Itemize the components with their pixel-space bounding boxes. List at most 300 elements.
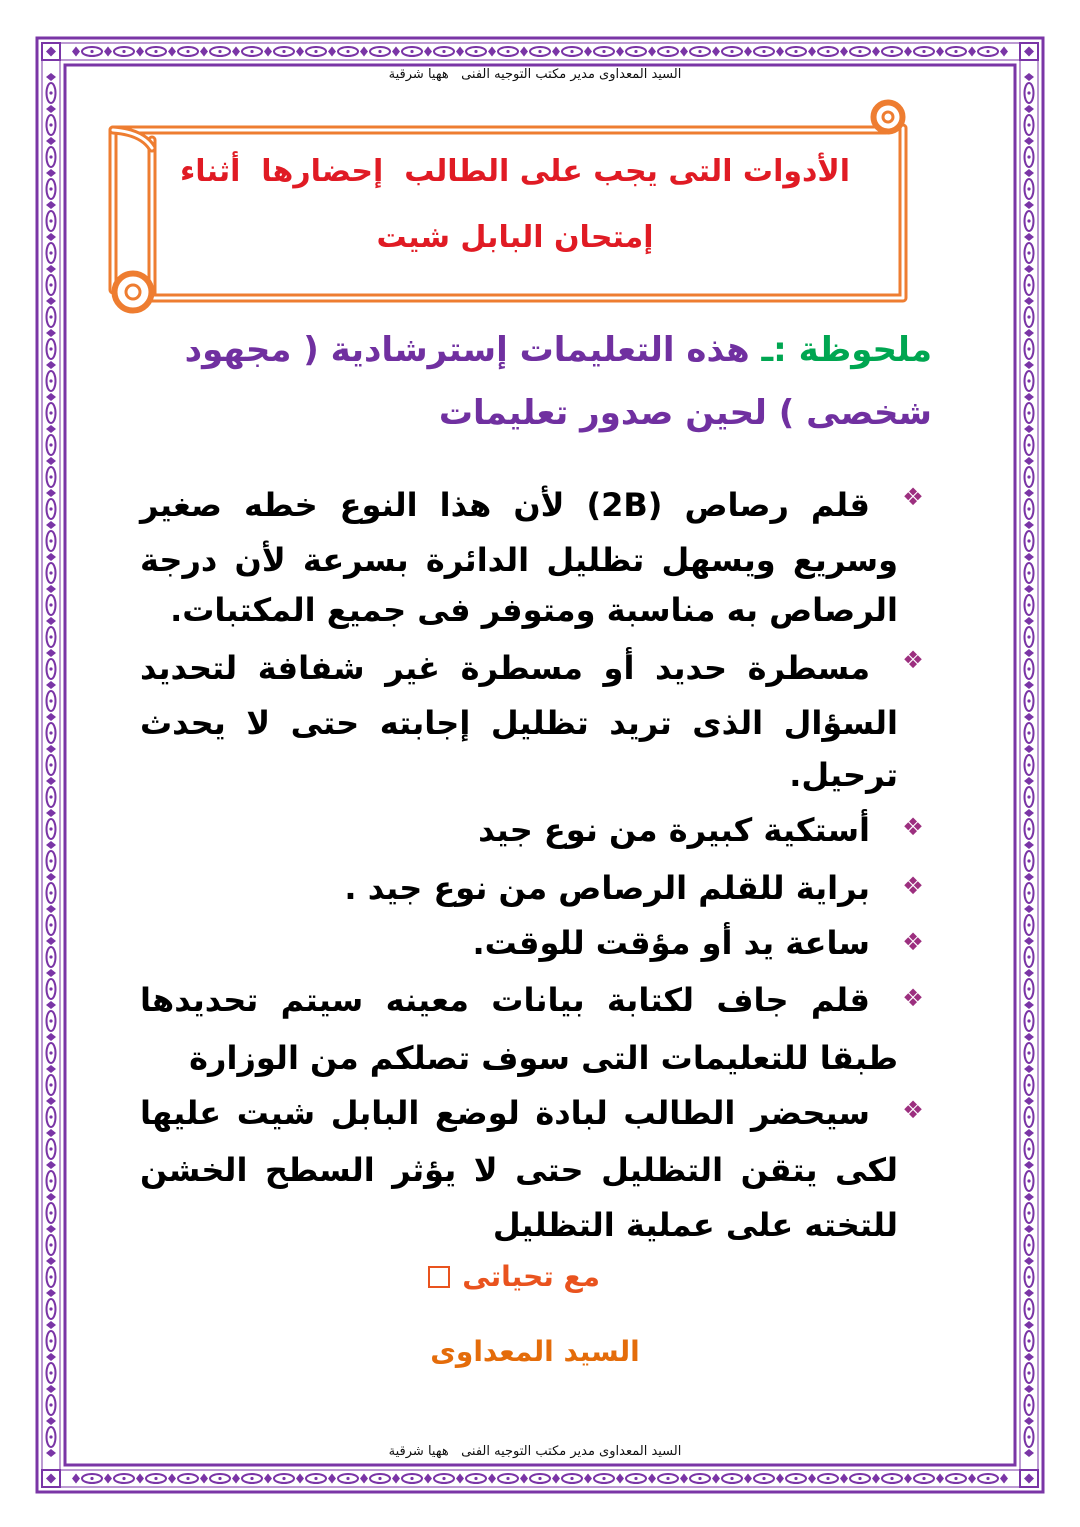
diamond-bullet-icon: ❖ [902,928,924,956]
border-chain-dot [1027,1179,1030,1182]
border-chain-diamond [46,1129,56,1137]
page-footer: السيد المعداوى مدير مكتب التوجيه الفنى ههيا شرقية [388,1444,682,1459]
border-chain-diamond [840,1474,848,1484]
border-chain-dot [410,50,413,53]
greeting-text: مع تحياتى [462,1260,600,1293]
border-chain-dot [49,923,52,926]
border-chain-diamond [1024,745,1034,753]
list-item-line: سيحضر الطالب لبادة لوضع البابل شيت عليها [140,1094,870,1132]
closing-greeting [428,1257,600,1297]
list-item-line: براية للقلم الرصاص من نوع جيد . [344,869,870,907]
border-chain-dot [538,1477,541,1480]
border-chain-diamond [1024,681,1034,689]
list-item-line: قلم جاف لكتابة بيانات معينه سيتم تحديدها [140,981,870,1019]
list-item-line: وسريع ويسهل تظليل الدائرة بسرعة لأن درجة [140,541,898,579]
border-chain-dot [634,1477,637,1480]
border-chain-dot [1027,699,1030,702]
border-chain-dot [49,507,52,510]
border-chain-diamond [46,649,56,657]
border-chain-dot [986,1477,989,1480]
border-chain-diamond [456,1474,464,1484]
border-chain-dot [346,50,349,53]
border-chain-diamond [46,905,56,913]
border-chain-dot [49,1115,52,1118]
diamond-bullet-icon: ❖ [902,813,924,841]
border-chain-diamond [46,1161,56,1169]
border-chain-diamond [46,265,56,273]
border-chain-diamond [456,47,464,57]
border-chain-dot [49,219,52,222]
border-chain-diamond [46,1065,56,1073]
border-chain-diamond [46,393,56,401]
border-chain-dot [218,50,221,53]
border-chain-dot [1027,603,1030,606]
border-chain-diamond [520,47,528,57]
border-chain-dot [1027,795,1030,798]
border-chain-diamond [872,1474,880,1484]
border-chain-dot [570,1477,573,1480]
border-chain-diamond [46,457,56,465]
list-item-line: قلم رصاص (2B) لأن هذا النوع خطه صغير [140,486,871,524]
border-chain-dot [730,1477,733,1480]
border-chain-diamond [46,1033,56,1041]
border-chain-diamond [264,1474,272,1484]
border-chain-diamond [424,47,432,57]
border-chain-dot [49,763,52,766]
list-item-line: طبقا للتعليمات التى سوف تصلكم من الوزارة [189,1039,898,1077]
signature: السيد المعداوى [430,1335,640,1368]
border-corner-diamond [46,1474,56,1484]
border-chain-dot [666,1477,669,1480]
border-chain-dot [1027,155,1030,158]
list-item-line: الرصاص به مناسبة ومتوفر فى جميع المكتبات. [170,591,898,629]
border-chain-dot [922,1477,925,1480]
border-chain-diamond [1000,47,1008,57]
border-corner-diamond [1024,47,1034,57]
border-chain-diamond [46,1257,56,1265]
border-chain-dot [49,379,52,382]
border-chain-diamond [168,47,176,57]
border-chain-dot [122,50,125,53]
border-chain-diamond [136,1474,144,1484]
border-chain-dot [49,795,52,798]
border-chain-diamond [1024,489,1034,497]
border-chain-dot [1027,411,1030,414]
border-chain-dot [90,50,93,53]
title-line-2: إمتحان البابل شيت [376,220,654,255]
border-chain-dot [49,155,52,158]
diamond-bullet-icon: ❖ [902,984,924,1012]
border-chain-diamond [46,489,56,497]
border-chain-dot [474,50,477,53]
border-chain-dot [1027,731,1030,734]
border-chain-diamond [776,1474,784,1484]
border-chain-diamond [46,937,56,945]
border-chain-dot [1027,1307,1030,1310]
border-chain-diamond [552,47,560,57]
border-chain-diamond [1024,841,1034,849]
border-chain-dot [49,347,52,350]
border-chain-diamond [1024,777,1034,785]
border-chain-dot [1027,1147,1030,1150]
border-chain-diamond [46,329,56,337]
border-chain-dot [1027,987,1030,990]
diamond-bullet-icon: ❖ [902,1096,924,1124]
border-chain-dot [474,1477,477,1480]
border-chain-diamond [392,1474,400,1484]
border-chain-diamond [1024,937,1034,945]
border-chain-dot [858,50,861,53]
border-chain-dot [49,667,52,670]
border-chain-dot [49,987,52,990]
border-chain-diamond [648,1474,656,1484]
border-chain-diamond [936,47,944,57]
border-chain-diamond [1024,1449,1034,1457]
border-chain-diamond [46,1321,56,1329]
border-chain-diamond [328,47,336,57]
border-chain-dot [282,50,285,53]
border-chain-dot [378,1477,381,1480]
border-chain-diamond [1024,1097,1034,1105]
border-chain-dot [49,1403,52,1406]
border-chain-dot [794,50,797,53]
border-chain-dot [506,50,509,53]
border-chain-diamond [46,1353,56,1361]
border-chain-diamond [648,47,656,57]
border-chain-diamond [136,47,144,57]
border-chain-dot [282,1477,285,1480]
note-text-1: هذه التعليمات إسترشادية ( مجهود [184,330,750,370]
border-chain-dot [49,443,52,446]
border-chain-dot [762,50,765,53]
border-chain-diamond [46,1097,56,1105]
border-chain-diamond [1024,1161,1034,1169]
border-chain-diamond [968,1474,976,1484]
border-chain-diamond [46,1225,56,1233]
border-chain-diamond [46,297,56,305]
border-chain-dot [49,1211,52,1214]
border-chain-diamond [46,169,56,177]
border-chain-dot [1027,1051,1030,1054]
border-chain-dot [49,1339,52,1342]
border-chain-diamond [712,1474,720,1484]
border-chain-dot [1027,443,1030,446]
border-chain-diamond [1024,521,1034,529]
border-chain-diamond [46,201,56,209]
border-chain-diamond [1024,137,1034,145]
border-chain-diamond [872,47,880,57]
border-chain-diamond [1024,1257,1034,1265]
border-chain-dot [1027,507,1030,510]
list-item-line: ترحيل. [789,756,898,794]
border-chain-dot [666,50,669,53]
border-chain-diamond [712,47,720,57]
border-chain-dot [49,1179,52,1182]
note-label: ملحوظة :ـ [761,330,932,370]
border-chain-diamond [1024,713,1034,721]
border-chain-dot [794,1477,797,1480]
border-chain-diamond [1024,1065,1034,1073]
border-chain-diamond [46,137,56,145]
border-corner-diamond [46,47,56,57]
border-chain-diamond [744,47,752,57]
border-chain-dot [49,315,52,318]
border-chain-dot [410,1477,413,1480]
border-chain-diamond [680,47,688,57]
border-chain-diamond [1024,233,1034,241]
border-chain-dot [49,1051,52,1054]
border-chain-dot [49,571,52,574]
list-item-line: أستكية كبيرة من نوع جيد [478,811,870,849]
border-chain-dot [49,187,52,190]
border-chain-diamond [1024,1129,1034,1137]
border-chain-diamond [264,47,272,57]
border-chain-dot [1027,1275,1030,1278]
border-chain-dot [49,955,52,958]
border-chain-diamond [46,873,56,881]
border-chain-dot [730,50,733,53]
border-chain-dot [1027,571,1030,574]
border-chain-diamond [46,521,56,529]
border-chain-diamond [46,1385,56,1393]
border-chain-dot [1027,475,1030,478]
border-chain-dot [49,731,52,734]
border-chain-diamond [46,233,56,241]
border-chain-diamond [296,47,304,57]
border-chain-diamond [1024,1289,1034,1297]
border-chain-diamond [232,47,240,57]
border-chain-diamond [46,585,56,593]
border-chain-diamond [1024,809,1034,817]
border-chain-dot [1027,1243,1030,1246]
border-chain-dot [1027,1403,1030,1406]
border-chain-dot [49,1243,52,1246]
border-chain-dot [1027,891,1030,894]
border-chain-dot [698,50,701,53]
border-chain-diamond [1024,361,1034,369]
border-chain-dot [1027,251,1030,254]
border-chain-dot [602,50,605,53]
border-chain-diamond [1024,905,1034,913]
border-chain-diamond [46,425,56,433]
border-chain-dot [1027,1211,1030,1214]
border-chain-dot [49,539,52,542]
border-chain-diamond [968,47,976,57]
border-chain-diamond [392,47,400,57]
border-chain-dot [1027,1339,1030,1342]
list-item-line: ساعة يد أو مؤقت للوقت. [472,924,870,962]
border-chain-diamond [680,1474,688,1484]
border-chain-dot [442,50,445,53]
diamond-bullet-icon: ❖ [902,483,924,511]
border-chain-diamond [1024,617,1034,625]
border-chain-dot [922,50,925,53]
border-chain-dot [49,827,52,830]
border-chain-diamond [1024,265,1034,273]
border-chain-dot [49,91,52,94]
border-chain-diamond [46,1001,56,1009]
border-chain-diamond [46,617,56,625]
border-chain-dot [1027,667,1030,670]
border-chain-diamond [616,1474,624,1484]
border-chain-dot [1027,635,1030,638]
border-chain-diamond [46,969,56,977]
border-chain-dot [1027,379,1030,382]
list-item-line: مسطرة حديد أو مسطرة غير شفافة لتحديد [140,649,870,687]
border-chain-diamond [46,73,56,81]
border-chain-dot [634,50,637,53]
border-chain-diamond [584,1474,592,1484]
border-chain-diamond [1024,1385,1034,1393]
border-chain-dot [49,635,52,638]
border-chain-diamond [552,1474,560,1484]
border-chain-diamond [46,1193,56,1201]
border-chain-diamond [360,47,368,57]
border-chain-diamond [1024,873,1034,881]
border-chain-dot [49,891,52,894]
border-chain-diamond [104,1474,112,1484]
border-chain-diamond [1024,105,1034,113]
border-chain-dot [1027,827,1030,830]
border-chain-diamond [1024,169,1034,177]
border-chain-diamond [46,681,56,689]
border-chain-dot [1027,763,1030,766]
border-chain-diamond [744,1474,752,1484]
border-chain-diamond [1024,1193,1034,1201]
border-chain-dot [154,50,157,53]
border-chain-dot [954,1477,957,1480]
border-chain-dot [186,50,189,53]
border-chain-dot [1027,955,1030,958]
border-chain-diamond [72,47,80,57]
border-chain-diamond [1024,329,1034,337]
border-chain-dot [49,1083,52,1086]
border-chain-diamond [904,1474,912,1484]
border-chain-diamond [1024,585,1034,593]
border-chain-dot [49,1275,52,1278]
border-chain-dot [1027,219,1030,222]
border-chain-diamond [488,47,496,57]
border-chain-diamond [1024,1353,1034,1361]
diamond-bullet-icon: ❖ [902,646,924,674]
border-chain-dot [570,50,573,53]
border-chain-dot [49,859,52,862]
list-item-line: السؤال الذى تريد تظليل إجابته حتى لا يحدث [140,704,898,742]
border-chain-dot [954,50,957,53]
border-chain-dot [1027,123,1030,126]
border-chain-diamond [1024,649,1034,657]
border-chain-diamond [776,47,784,57]
border-chain-diamond [584,47,592,57]
border-chain-dot [49,1371,52,1374]
border-chain-dot [49,1435,52,1438]
border-chain-dot [49,475,52,478]
border-chain-diamond [168,1474,176,1484]
border-chain-diamond [232,1474,240,1484]
border-chain-dot [442,1477,445,1480]
border-chain-dot [762,1477,765,1480]
diamond-bullet-icon: ❖ [902,872,924,900]
border-chain-diamond [46,1449,56,1457]
border-chain-dot [986,50,989,53]
border-chain-diamond [46,1417,56,1425]
border-chain-diamond [1024,553,1034,561]
border-chain-diamond [104,47,112,57]
border-chain-dot [1027,1019,1030,1022]
border-chain-dot [49,411,52,414]
border-chain-dot [1027,1435,1030,1438]
border-corner-diamond [1024,1474,1034,1484]
border-chain-dot [1027,539,1030,542]
border-chain-dot [890,1477,893,1480]
border-chain-dot [250,50,253,53]
border-chain-diamond [296,1474,304,1484]
border-chain-dot [698,1477,701,1480]
border-chain-diamond [808,1474,816,1484]
border-chain-diamond [46,105,56,113]
border-chain-diamond [46,777,56,785]
border-chain-diamond [1024,969,1034,977]
border-chain-dot [1027,187,1030,190]
page-header: السيد المعداوى مدير مكتب التوجيه الفنى ههيا شرقية [388,67,682,82]
note-line-1 [142,322,932,378]
border-chain-diamond [1024,1033,1034,1041]
border-chain-dot [538,50,541,53]
border-chain-diamond [46,361,56,369]
border-chain-diamond [46,1289,56,1297]
border-chain-diamond [840,47,848,57]
border-chain-dot [49,603,52,606]
border-chain-diamond [200,47,208,57]
border-chain-dot [49,283,52,286]
border-chain-dot [1027,1371,1030,1374]
border-chain-diamond [520,1474,528,1484]
border-chain-dot [1027,1115,1030,1118]
border-chain-dot [49,1019,52,1022]
border-chain-dot [218,1477,221,1480]
border-chain-diamond [904,47,912,57]
border-chain-dot [602,1477,605,1480]
border-chain-dot [1027,1083,1030,1086]
border-chain-diamond [1024,1417,1034,1425]
border-chain-dot [1027,347,1030,350]
scroll-banner [113,104,903,309]
border-chain-diamond [1024,393,1034,401]
border-chain-diamond [328,1474,336,1484]
border-chain-diamond [936,1474,944,1484]
border-chain-dot [1027,923,1030,926]
border-chain-diamond [616,47,624,57]
border-chain-diamond [200,1474,208,1484]
border-chain-dot [49,1307,52,1310]
title-line-1: الأدوات التى يجب على الطالب إحضارها أثناء [179,154,851,189]
border-chain-diamond [1024,1225,1034,1233]
border-chain-diamond [46,809,56,817]
border-chain-dot [49,251,52,254]
border-chain-diamond [1024,201,1034,209]
border-chain-dot [49,123,52,126]
border-chain-diamond [1024,1321,1034,1329]
border-chain-diamond [46,745,56,753]
border-chain-dot [122,1477,125,1480]
border-chain-diamond [72,1474,80,1484]
border-chain-dot [186,1477,189,1480]
border-chain-diamond [360,1474,368,1484]
empty-square-icon [428,1266,450,1288]
border-chain-diamond [1000,1474,1008,1484]
border-chain-dot [346,1477,349,1480]
list-item-line: للتخته على عملية التظليل [492,1206,898,1244]
